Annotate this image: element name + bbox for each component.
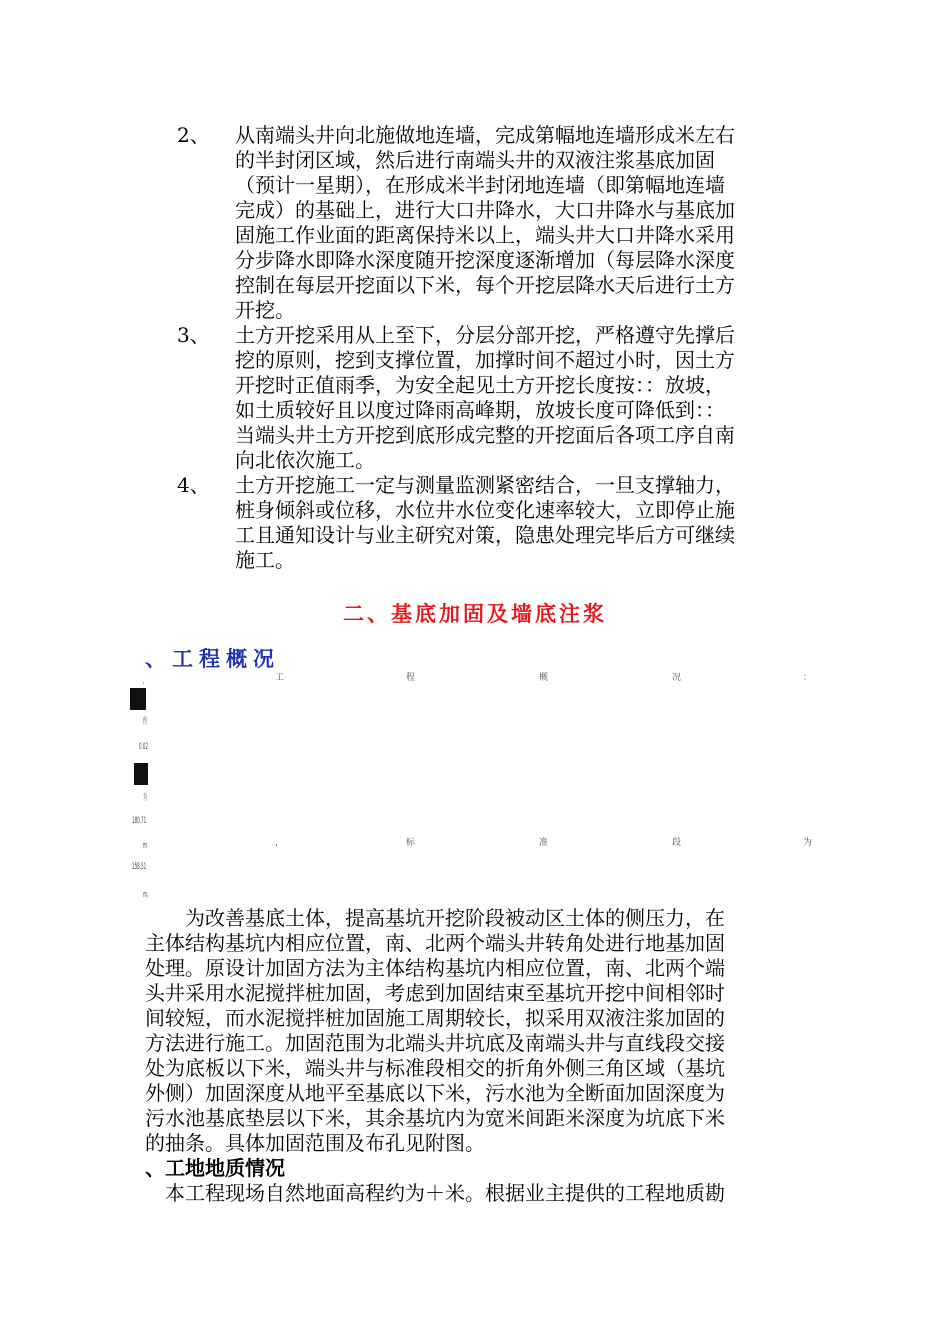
figure-label: 况: [672, 673, 682, 683]
text-line: 分步降水即降水深度随开挖深度逐渐增加（每层降水深度: [235, 248, 735, 272]
section-title: 二、基底加固及墙底注浆: [343, 602, 607, 626]
text-line: 土方开挖采用从上至下，分层分部开挖，严格遵守先撑后: [235, 323, 735, 347]
list-number: 3、: [177, 323, 210, 347]
text-line: 固施工作业面的距离保持米以上，端头井大口井降水采用: [235, 223, 735, 247]
figure-side-label: m: [143, 841, 147, 851]
text-line: 污水池基底垫层以下米，其余基坑内为宽米间距米深度为坑底下米: [145, 1106, 725, 1130]
text-line: 工且通知设计与业主研究对策，隐患处理完毕后方可继续: [235, 523, 735, 547]
figure-label: ：: [803, 673, 813, 683]
figure-side-label: 158.51: [132, 862, 147, 872]
geology-heading: 、工地地质情况: [145, 1156, 285, 1180]
text-line: 向北依次施工。: [235, 448, 375, 472]
text-line: 处为底板以下米，端头井与标准段相交的折角外侧三角区域（基坑: [145, 1056, 725, 1080]
text-line: 从南端头井向北施做地连墙，完成第幅地连墙形成米左右: [235, 123, 735, 147]
figure-label: 为: [803, 838, 813, 848]
overview-paragraph: [145, 906, 725, 1156]
text-line: （预计一星期），在形成米半封闭地连墙（即第幅地连墙: [235, 173, 725, 197]
text-line: 挖的原则，挖到支撑位置，加撑时间不超过小时，因土方: [235, 348, 735, 372]
figure-side-label: 0.02: [139, 742, 149, 752]
figure-label: 标: [406, 838, 416, 848]
redacted-block: [130, 688, 146, 710]
text-line: 方法进行施工。加固范围为北端头井坑底及南端头井与直线段交接: [145, 1031, 725, 1055]
figure-side-label: m。: [143, 890, 152, 900]
text-line: 施工。: [235, 548, 295, 572]
text-line: 控制在每层开挖面以下米，每个开挖层降水天后进行土方: [235, 273, 735, 297]
figure-label: 段: [672, 838, 682, 848]
text-line: 桩身倾斜或位移，水位井水位变化速率较大，立即停止施: [235, 498, 735, 522]
figure-label: 程: [406, 673, 416, 683]
text-line: 如土质较好且以度过降雨高峰期，放坡长度可降低到：：: [235, 398, 725, 422]
subsection-title: 、工程概况: [145, 647, 280, 671]
text-line: 为改善基底土体，提高基坑开挖阶段被动区土体的侧压力，在: [185, 906, 725, 930]
text-line: 开挖时正值雨季，为安全起见土方开挖长度按：：放坡，: [235, 373, 725, 397]
text-line: 当端头井土方开挖到底形成完整的开挖面后各项工序自南: [235, 423, 735, 447]
list-number: 4、: [177, 473, 210, 497]
text-line: 完成）的基础上，进行大口井降水，大口井降水与基底加: [235, 198, 735, 222]
text-line: 外侧）加固深度从地平至基底以下米，污水池为全断面加固深度为: [145, 1081, 725, 1105]
figure-side-label: 约: [143, 717, 148, 727]
figure-side-label: ，: [143, 676, 148, 686]
text-line: 处理。原设计加固方法为主体结构基坑内相应位置，南、北两个端: [145, 956, 725, 980]
redacted-block: [134, 763, 148, 785]
text-line: 本工程现场自然地面高程约为＋米。根据业主提供的工程地质勘: [165, 1181, 725, 1205]
figure-label: ，: [275, 838, 285, 848]
geology-paragraph: [165, 1181, 725, 1206]
text-line: 开挖。: [235, 298, 295, 322]
list-number: 2、: [177, 123, 210, 147]
figure-label: 准: [539, 838, 549, 848]
text-line: 的抽条。具体加固范围及布孔见附图。: [145, 1131, 485, 1155]
text-line: 土方开挖施工一定与测量监测紧密结合，一旦支撑轴力，: [235, 473, 735, 497]
figure-label: 概: [539, 673, 549, 683]
list-item-text: [235, 123, 735, 323]
figure-side-label: 为: [143, 793, 148, 803]
text-line: 间较短，而水泥搅拌桩加固施工周期较长，拟采用双液注浆加固的: [145, 1006, 725, 1030]
text-line: 头井采用水泥搅拌桩加固，考虑到加固结束至基坑开挖中间相邻时: [145, 981, 725, 1005]
figure-side-label: 180.71: [132, 816, 147, 826]
figure-label: 工: [275, 673, 285, 683]
text-line: 主体结构基坑内相应位置，南、北两个端头井转角处进行地基加固: [145, 931, 725, 955]
list-item-text: [235, 473, 735, 573]
text-line: 的半封闭区域，然后进行南端头井的双液注浆基底加固: [235, 148, 715, 172]
list-item-text: [235, 323, 735, 473]
